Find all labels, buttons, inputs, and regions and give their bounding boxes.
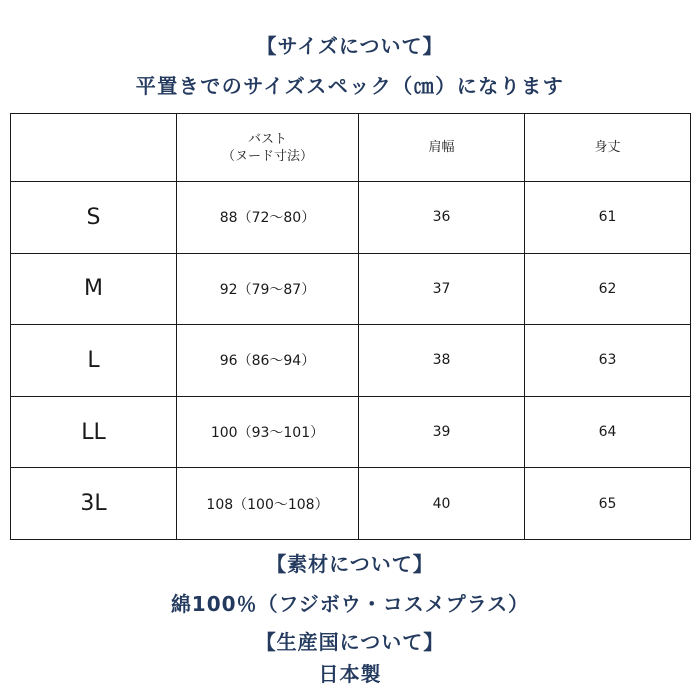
country-value: 日本製 (318, 662, 382, 686)
table-row (11, 182, 691, 254)
size-cell: LL (11, 396, 177, 468)
shoulder-cell: 36 (359, 182, 525, 254)
header-bust (177, 114, 359, 182)
length-cell: 64 (525, 396, 691, 468)
bust-cell: 92（79〜87） (177, 253, 359, 325)
table-row (11, 325, 691, 397)
shoulder-cell: 38 (359, 325, 525, 397)
size-cell: M (11, 253, 177, 325)
size-cell: L (11, 325, 177, 397)
size-cell: 3L (11, 468, 177, 540)
country-section-heading: 【生産国について】 (255, 630, 445, 654)
size-spec-table (10, 113, 691, 540)
material-value: 綿100％（フジボウ・コスメプラス） (170, 592, 530, 616)
header-shoulder: 肩幅 (359, 114, 525, 182)
bust-cell: 100（93〜101） (177, 396, 359, 468)
shoulder-cell: 40 (359, 468, 525, 540)
length-cell: 61 (525, 182, 691, 254)
header-bust-line2: （ヌード寸法） (221, 148, 313, 164)
material-section-heading: 【素材について】 (266, 552, 434, 576)
size-section-subheading: 平置きでのサイズスペック（㎝）になります (135, 74, 565, 98)
length-cell: 63 (525, 325, 691, 397)
table-row (11, 253, 691, 325)
table-row (11, 468, 691, 540)
length-cell: 65 (525, 468, 691, 540)
header-size (11, 114, 177, 182)
shoulder-cell: 37 (359, 253, 525, 325)
size-cell: S (11, 182, 177, 254)
table-header-row (11, 114, 691, 182)
header-length: 身丈 (525, 114, 691, 182)
bust-cell: 88（72〜80） (177, 182, 359, 254)
size-section-heading: 【サイズについて】 (256, 34, 444, 58)
bust-cell: 108（100〜108） (177, 468, 359, 540)
bust-cell: 96（86〜94） (177, 325, 359, 397)
length-cell: 62 (525, 253, 691, 325)
header-bust-line1: バスト (247, 131, 287, 147)
shoulder-cell: 39 (359, 396, 525, 468)
table-row (11, 396, 691, 468)
